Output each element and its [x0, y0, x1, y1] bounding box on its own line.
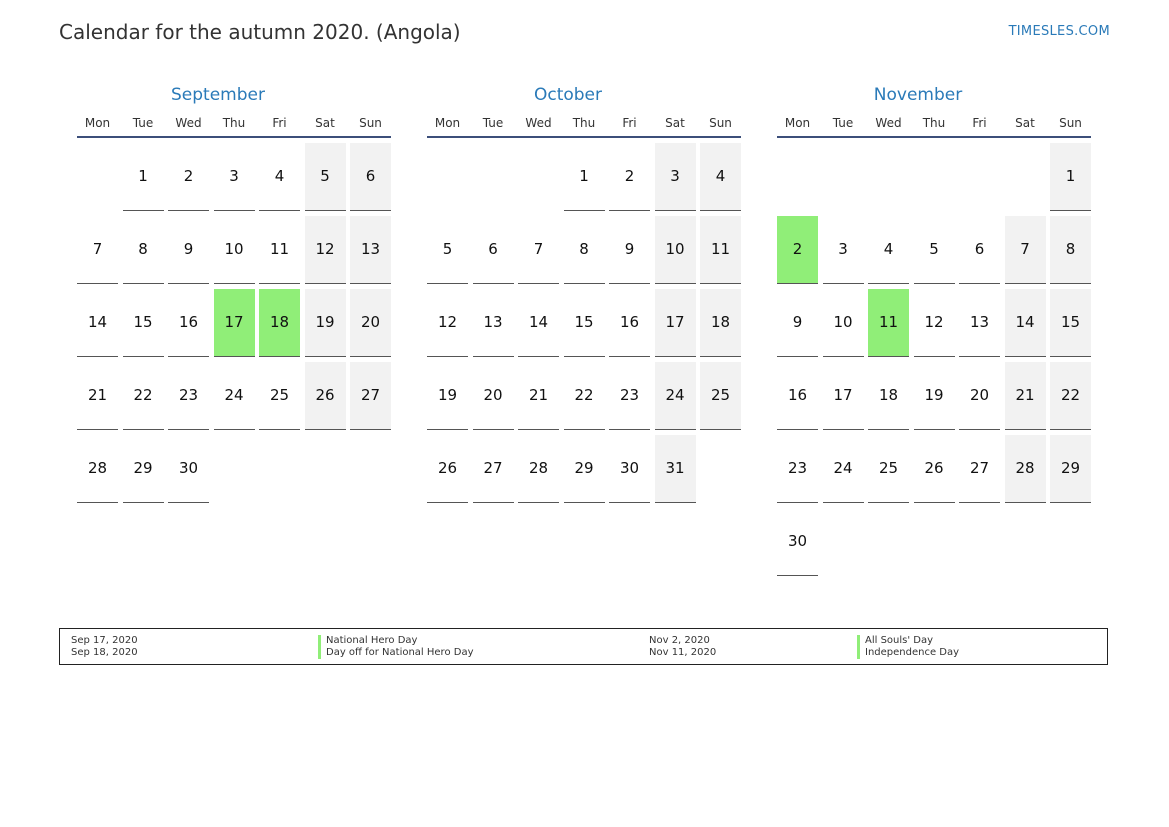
page-title: Calendar for the autumn 2020. (Angola)	[59, 20, 461, 44]
day-cell[interactable]: 21	[1005, 362, 1046, 430]
day-cell[interactable]: 11	[700, 216, 741, 284]
site-link[interactable]: TIMESLES.COM	[1008, 24, 1110, 39]
empty-cell	[777, 143, 818, 211]
day-cell[interactable]: 7	[1005, 216, 1046, 284]
empty-cell	[823, 143, 864, 211]
day-cell[interactable]: 7	[77, 216, 118, 284]
day-cell[interactable]: 12	[305, 216, 346, 284]
day-cell[interactable]: 26	[427, 435, 468, 503]
day-cell[interactable]: 6	[350, 143, 391, 211]
day-cell[interactable]: 27	[959, 435, 1000, 503]
day-cell[interactable]: 22	[1050, 362, 1091, 430]
day-cell-holiday[interactable]: 2	[777, 216, 818, 284]
day-cell[interactable]: 20	[473, 362, 514, 430]
day-cell[interactable]: 28	[77, 435, 118, 503]
day-cell[interactable]: 29	[123, 435, 164, 503]
weekday-label: Sat	[1015, 116, 1035, 130]
day-cell[interactable]: 5	[305, 143, 346, 211]
day-cell[interactable]: 12	[427, 289, 468, 357]
day-cell[interactable]: 6	[473, 216, 514, 284]
legend-date: Nov 2, 2020	[649, 635, 710, 646]
day-cell[interactable]: 22	[123, 362, 164, 430]
day-cell[interactable]: 30	[168, 435, 209, 503]
day-cell[interactable]: 1	[123, 143, 164, 211]
weekday-label: Thu	[222, 116, 246, 130]
day-cell[interactable]: 13	[959, 289, 1000, 357]
day-cell[interactable]: 13	[350, 216, 391, 284]
day-cell[interactable]: 8	[1050, 216, 1091, 284]
day-cell[interactable]: 3	[823, 216, 864, 284]
legend-dates-left	[71, 635, 138, 659]
day-cell[interactable]: 8	[123, 216, 164, 284]
day-cell[interactable]: 28	[518, 435, 559, 503]
day-cell[interactable]: 8	[564, 216, 605, 284]
day-cell[interactable]: 25	[868, 435, 909, 503]
day-cell[interactable]: 27	[350, 362, 391, 430]
day-cell[interactable]: 15	[1050, 289, 1091, 357]
day-cell[interactable]: 16	[609, 289, 650, 357]
weekday-label: Mon	[84, 116, 111, 130]
weekday-label: Mon	[434, 116, 461, 130]
day-cell[interactable]: 19	[914, 362, 955, 430]
legend-holiday-name: National Hero Day	[318, 635, 474, 647]
weekday-label: Thu	[572, 116, 596, 130]
weekday-label: Sun	[709, 116, 732, 130]
day-cell[interactable]: 9	[168, 216, 209, 284]
weekday-label: Thu	[922, 116, 946, 130]
empty-cell	[868, 143, 909, 211]
month-name: October	[533, 85, 603, 105]
day-cell-holiday[interactable]: 18	[259, 289, 300, 357]
day-cell[interactable]: 29	[1050, 435, 1091, 503]
day-cell[interactable]: 16	[168, 289, 209, 357]
legend-names-left	[318, 635, 474, 659]
day-cell[interactable]: 5	[427, 216, 468, 284]
day-cell[interactable]: 18	[868, 362, 909, 430]
weekday-label: Fri	[622, 116, 637, 130]
day-cell[interactable]: 30	[609, 435, 650, 503]
weekday-label: Sat	[315, 116, 335, 130]
day-cell[interactable]: 26	[305, 362, 346, 430]
empty-cell	[914, 143, 955, 211]
weekday-label: Sat	[665, 116, 685, 130]
day-cell[interactable]: 4	[700, 143, 741, 211]
legend-dates-right	[649, 635, 716, 659]
month-september	[59, 82, 382, 503]
day-cell[interactable]: 4	[868, 216, 909, 284]
weekday-label: Tue	[132, 116, 154, 130]
day-cell[interactable]: 6	[959, 216, 1000, 284]
weekday-header	[77, 108, 391, 138]
day-cell[interactable]: 1	[564, 143, 605, 211]
month-october	[409, 82, 732, 503]
day-cell[interactable]: 15	[564, 289, 605, 357]
day-cell[interactable]: 17	[823, 362, 864, 430]
day-cell[interactable]: 12	[914, 289, 955, 357]
day-cell[interactable]: 24	[655, 362, 696, 430]
day-cell[interactable]: 14	[518, 289, 559, 357]
day-cell-holiday[interactable]: 17	[214, 289, 255, 357]
weekday-label: Sun	[359, 116, 382, 130]
legend-holiday-name: All Souls' Day	[857, 635, 959, 647]
legend-holiday-name: Independence Day	[857, 647, 959, 659]
legend-date: Sep 18, 2020	[71, 647, 138, 658]
day-grid	[77, 143, 381, 503]
day-cell[interactable]: 23	[777, 435, 818, 503]
day-cell[interactable]: 4	[259, 143, 300, 211]
day-cell[interactable]: 18	[700, 289, 741, 357]
day-cell[interactable]: 13	[473, 289, 514, 357]
weekday-label: Wed	[875, 116, 902, 130]
weekday-header	[777, 108, 1091, 138]
day-cell[interactable]: 21	[77, 362, 118, 430]
month-name: September	[171, 85, 265, 105]
day-cell[interactable]: 19	[427, 362, 468, 430]
day-cell[interactable]: 2	[168, 143, 209, 211]
day-cell[interactable]: 20	[959, 362, 1000, 430]
day-cell[interactable]: 9	[777, 289, 818, 357]
weekday-label: Fri	[972, 116, 987, 130]
day-cell[interactable]: 25	[259, 362, 300, 430]
empty-cell	[427, 143, 468, 211]
day-cell[interactable]: 10	[214, 216, 255, 284]
day-cell[interactable]: 3	[214, 143, 255, 211]
day-cell[interactable]: 29	[564, 435, 605, 503]
day-cell[interactable]: 10	[823, 289, 864, 357]
day-cell[interactable]: 7	[518, 216, 559, 284]
day-cell[interactable]: 24	[823, 435, 864, 503]
day-cell[interactable]: 14	[77, 289, 118, 357]
day-cell[interactable]: 5	[914, 216, 955, 284]
day-cell[interactable]: 28	[1005, 435, 1046, 503]
day-cell[interactable]: 14	[1005, 289, 1046, 357]
weekday-label: Sun	[1059, 116, 1082, 130]
day-cell-holiday[interactable]: 11	[868, 289, 909, 357]
empty-cell	[77, 143, 118, 211]
weekday-label: Tue	[832, 116, 854, 130]
day-cell[interactable]: 2	[609, 143, 650, 211]
weekday-header	[427, 108, 741, 138]
day-cell[interactable]: 31	[655, 435, 696, 503]
weekday-label: Wed	[175, 116, 202, 130]
day-cell[interactable]: 25	[700, 362, 741, 430]
day-cell[interactable]: 11	[259, 216, 300, 284]
day-grid	[427, 143, 731, 503]
empty-cell	[959, 143, 1000, 211]
legend-holiday-name: Day off for National Hero Day	[318, 647, 474, 659]
weekday-label: Fri	[272, 116, 287, 130]
day-cell[interactable]: 9	[609, 216, 650, 284]
legend-date: Nov 11, 2020	[649, 647, 717, 658]
legend-date: Sep 17, 2020	[71, 635, 138, 646]
day-cell[interactable]: 17	[655, 289, 696, 357]
day-cell[interactable]: 16	[777, 362, 818, 430]
day-cell[interactable]: 24	[214, 362, 255, 430]
day-cell[interactable]: 26	[914, 435, 955, 503]
month-november	[759, 82, 1082, 576]
weekday-label: Wed	[525, 116, 552, 130]
day-cell[interactable]: 30	[777, 508, 818, 576]
day-cell[interactable]: 10	[655, 216, 696, 284]
holiday-legend	[59, 628, 1108, 665]
empty-cell	[1005, 143, 1046, 211]
day-cell[interactable]: 27	[473, 435, 514, 503]
day-cell[interactable]: 23	[168, 362, 209, 430]
day-cell[interactable]: 20	[350, 289, 391, 357]
day-cell[interactable]: 23	[609, 362, 650, 430]
day-cell[interactable]: 21	[518, 362, 559, 430]
weekday-label: Tue	[482, 116, 504, 130]
day-grid	[777, 143, 1081, 576]
day-cell[interactable]: 1	[1050, 143, 1091, 211]
day-cell[interactable]: 15	[123, 289, 164, 357]
legend-names-right	[857, 635, 959, 659]
empty-cell	[518, 143, 559, 211]
day-cell[interactable]: 19	[305, 289, 346, 357]
empty-cell	[473, 143, 514, 211]
month-name: November	[873, 85, 963, 105]
day-cell[interactable]: 3	[655, 143, 696, 211]
weekday-label: Mon	[784, 116, 811, 130]
day-cell[interactable]: 22	[564, 362, 605, 430]
